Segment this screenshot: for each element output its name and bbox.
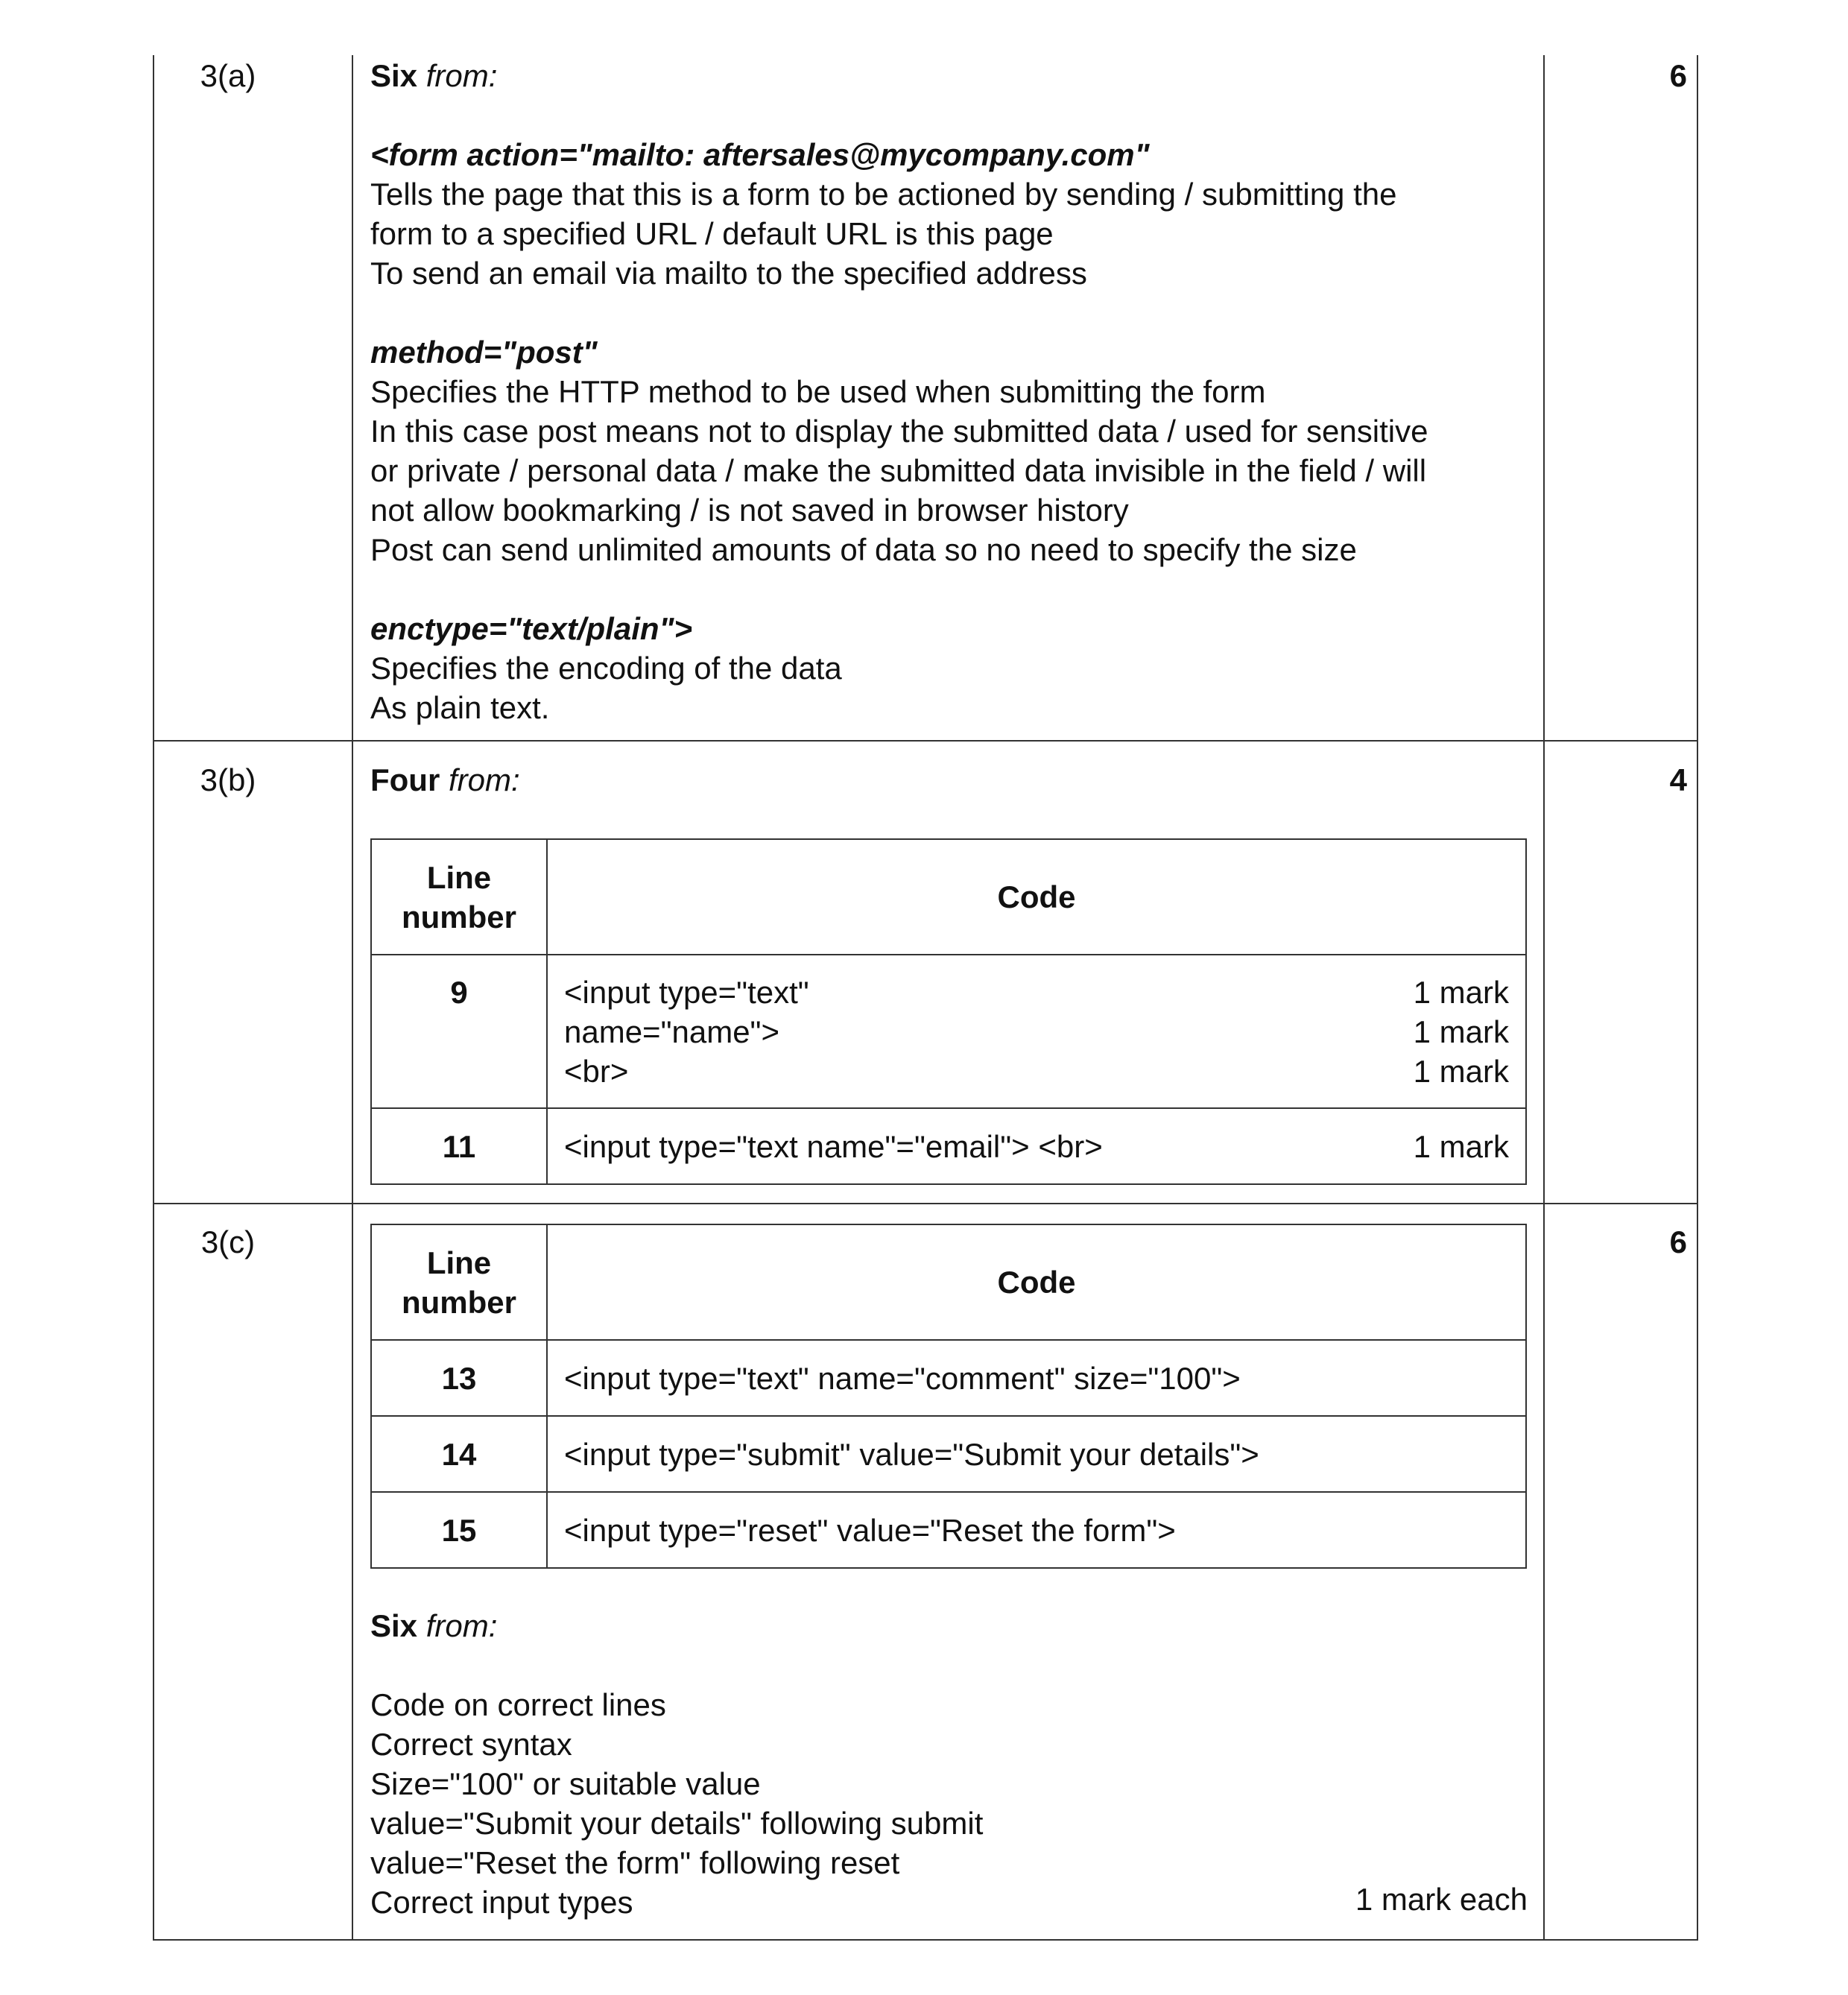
- question-column-divider: [352, 55, 353, 1941]
- line-number: 13: [441, 1360, 477, 1396]
- marking-point: Correct syntax: [370, 1727, 572, 1762]
- explanation-line: To send an email via mailto to the specified address: [370, 256, 1087, 291]
- code-lines: <input type="text" name="name"> <br>: [564, 975, 809, 1089]
- marks-3c: 6: [1669, 1224, 1687, 1259]
- table-row: [371, 1492, 1526, 1568]
- marks-3a: 6: [1669, 58, 1687, 93]
- marks-3b: 4: [1669, 762, 1687, 797]
- explanation-line: not allow bookmarking / is not saved in browser history: [370, 493, 1129, 528]
- table-row: [371, 1416, 1526, 1492]
- answer-lead-3c: Six from:: [370, 1608, 498, 1643]
- mark-each-label: 1 mark each: [1355, 1882, 1528, 1917]
- answer-lead-3a: Six from:: [370, 58, 498, 93]
- code-line: <input type="submit" value="Submit your details">: [564, 1436, 1259, 1472]
- bottom-border: [153, 1939, 1698, 1941]
- table-row: [371, 1108, 1526, 1184]
- table-row: [371, 1340, 1526, 1416]
- line-number: 9: [450, 975, 468, 1010]
- explanation-line: or private / personal data / make the submitted data invisible in the field / will: [370, 453, 1427, 488]
- marking-point: Code on correct lines: [370, 1687, 666, 1722]
- column-header-code: Code: [547, 839, 1526, 955]
- mark-lines: 1 mark 1 mark 1 mark: [1413, 975, 1509, 1089]
- explanation-line: In this case post means not to display the submitted data / used for sensitive: [370, 414, 1428, 449]
- marks-column-divider: [1543, 55, 1545, 1941]
- answer-3a: [370, 56, 1533, 727]
- explanation-line: form to a specified URL / default URL is this page: [370, 216, 1054, 251]
- row-divider-3a-3b: [153, 740, 1698, 742]
- table-row: [371, 955, 1526, 1108]
- enctype-heading: enctype="text/plain">: [370, 611, 692, 646]
- explanation-line: Specifies the HTTP method to be used when submitting the form: [370, 374, 1266, 409]
- line-number: 15: [441, 1512, 477, 1548]
- mark-lines: 1 mark: [1413, 1128, 1509, 1164]
- code-line: <input type="reset" value="Reset the form">: [564, 1512, 1176, 1548]
- column-header-line-number: Line number: [371, 839, 547, 955]
- explanation-line: Tells the page that this is a form to be actioned by sending / submitting the: [370, 177, 1397, 212]
- marking-point: value="Submit your details" following submit: [370, 1806, 984, 1841]
- explanation-line: As plain text.: [370, 690, 550, 725]
- line-number: 11: [442, 1128, 476, 1164]
- method-heading: method="post": [370, 335, 598, 370]
- form-action-heading: <form action="mailto: aftersales@mycompany.com": [370, 137, 1150, 172]
- column-header-line-number: Line number: [371, 1224, 547, 1340]
- answer-lead-3b: Four from:: [370, 762, 520, 797]
- code-line: <input type="text" name="comment" size="100">: [564, 1360, 1241, 1396]
- code-lines: <input type="text name"="email"> <br>: [564, 1128, 1103, 1164]
- question-number-3a: 3(a): [200, 58, 256, 93]
- marking-point: value="Reset the form" following reset: [370, 1845, 900, 1880]
- explanation-line: Specifies the encoding of the data: [370, 651, 842, 686]
- marking-point: Size="100" or suitable value: [370, 1766, 761, 1801]
- explanation-line: Post can send unlimited amounts of data so no need to specify the size: [370, 532, 1357, 567]
- right-border: [1697, 55, 1698, 1941]
- answer-points-3c: [370, 1606, 1528, 1919]
- left-border: [153, 55, 154, 1941]
- row-divider-3b-3c: [153, 1203, 1698, 1204]
- code-table-3c: [370, 1224, 1527, 1569]
- marking-point: Correct input types: [370, 1885, 633, 1920]
- code-table-3b: [370, 838, 1527, 1185]
- question-number-3b: 3(b): [200, 762, 256, 797]
- column-header-code: Code: [547, 1224, 1526, 1340]
- question-number-3c: 3(c): [200, 1224, 256, 1259]
- line-number: 14: [441, 1436, 477, 1472]
